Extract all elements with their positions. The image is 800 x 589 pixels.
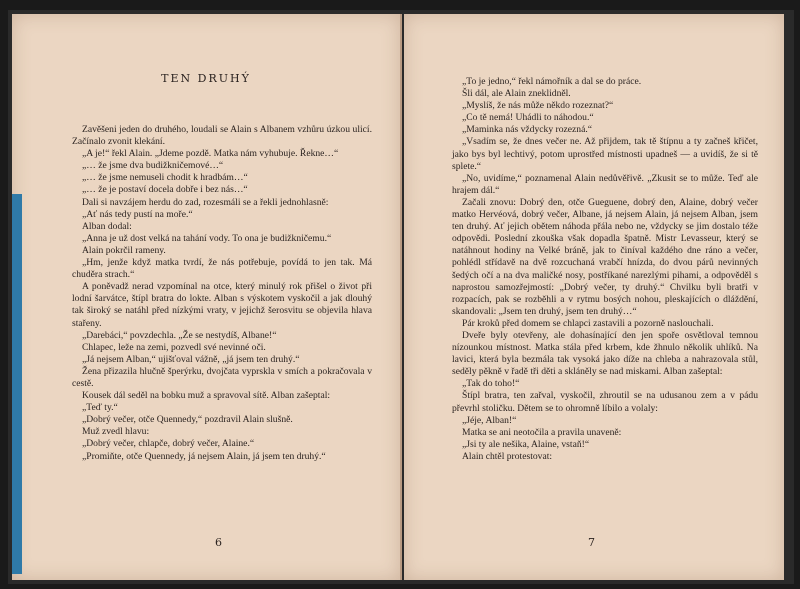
paragraph: „Maminka nás vždycky rozezná.“ <box>462 124 592 136</box>
paragraph: Chlapec, leže na zemi, pozvedl své nevinné oči. <box>82 341 266 353</box>
paragraph: Kousek dál seděl na bobku muž a spravoval sítě. Alban zašeptal: <box>82 390 331 402</box>
paragraph: A poněvadž nerad vzpomínal na otce, který minulý rok přišel o život při lodní šarvátce, štípl bratra do lokte. Alban s výskotem vyskočil a jak dlouhý tak široký se natáhl před nízkými vraty, v jejichž šerosvitu se objevila hlava stařeny. <box>72 281 372 329</box>
paragraph: Štípl bratra, ten zařval, vyskočil, zhroutil se na udusanou zem a v pádu převrhl stoličku. Dětem se to ohromně líbilo a volaly: <box>452 390 758 414</box>
paragraph: „Co tě nemá! Uhádli to náhodou.“ <box>462 112 594 124</box>
cover-edge <box>12 194 22 574</box>
paragraph: „Hm, jenže když matka tvrdí, že nás potřebuje, povídá to jen tak. Má chuděra strach.“ <box>72 257 372 281</box>
paragraph: „Vsadím se, že dnes večer ne. Až přijdem, tak tě štípnu a ty začneš křičet, jako bys byl lechtivý, potom uprostřed místnosti upadneš — a uvidíš, že si tě splete.“ <box>452 136 758 172</box>
paragraph: „Myslíš, že nás může někdo rozeznat?“ <box>462 100 614 112</box>
paragraph: Žena přizazila hlučně šperýrku, dvojčata vyprskla v smích a pokračovala v cestě. <box>72 365 372 389</box>
paragraph: Pár kroků před domem se chlapci zastavili a pozorně naslouchali. <box>462 317 714 329</box>
right-page-text <box>452 76 758 463</box>
paragraph: „Dobrý večer, otče Quennedy,“ pozdravil Alain slušně. <box>82 414 293 426</box>
paragraph: „Promiňte, otče Quennedy, já nejsem Alain, já jsem ten druhý.“ <box>82 450 326 462</box>
paragraph: „Jsi ty ale nešika, Alaine, vstaň!“ <box>462 438 590 450</box>
paragraph: Muž zvedl hlavu: <box>82 426 150 438</box>
book-spread <box>8 10 794 584</box>
right-page <box>404 14 784 580</box>
paragraph: Zavěšeni jeden do druhého, loudali se Alain s Albanem vzhůru úzkou ulicí. Začínalo zvonit klekání. <box>72 124 372 148</box>
page-number: 7 <box>588 536 595 549</box>
paragraph: Alban dodal: <box>82 220 132 232</box>
paragraph: „No, uvidíme,“ poznamenal Alain nedůvěřivě. „Zkusit se to může. Teď ale hrajem dál.“ <box>452 172 758 196</box>
left-page-text <box>72 124 372 463</box>
paragraph: „Anna je už dost velká na tahání vody. To ona je budižkničemu.“ <box>82 232 332 244</box>
paragraph: Matka se ani neotočila a pravila unaveně: <box>462 426 622 438</box>
paragraph: „Darebáci,“ povzdechla. „Že se nestydíš, Albane!“ <box>82 329 277 341</box>
paragraph: Začali znovu: Dobrý den, otče Gueguene, dobrý den, Alaine, dobrý večer matko Hervéová, dobrý večer, Albane, já nejsem Alain, já nejsem Alban, jsem ten druhý. Ať jejich obětem náhoda přála nebo ne, vždycky se jim dostalo téže odpovědi. Poslední zkouška však dopadla špatně. Mistr Levasseur, který se natáhnout hodiny na Velké bráně, jak to činíval každého dne ráno a večer, pohlédl střídavě na dvě rozcuchaná vrabčí hnízda, do dvou párů nevinných šedých očí a na dva maličké nosy, postříkané narezlými pihami, a odpověděl s naprostou samozřejmostí: „Dobrý večer, ty druhý.“ Chvilku byli bratři v rozpacích, pak se rozběhli a v rytmu bosých nohou, pleskajících o dláždění, skandovali: „Jsem ten druhý, jsem ten druhý…“ <box>452 196 758 317</box>
paragraph: „… že jsme dva budižkničemové…“ <box>82 160 224 172</box>
paragraph: „… že jsme nemuseli chodit k hradbám…“ <box>82 172 248 184</box>
left-page <box>12 14 402 580</box>
paragraph: „To je jedno,“ řekl námořník a dal se do práce. <box>462 76 642 87</box>
paragraph: „… že je postaví docela dobře i bez nás…“ <box>82 184 248 196</box>
paragraph: „Teď ty.“ <box>82 402 118 414</box>
paragraph: Dveře byly otevřeny, ale dohasínající den jen spoře osvětloval temnou nízounkou místnost. Matka stála před krbem, kde žhnulo několik uhlíků. Na lavici, která byla bezmála tak vysoká jako díže na chleba a nahrazovala stůl, seděly pěkně v řadě tři děti a skláněly se nad miskami. Alban zašeptal: <box>452 329 758 378</box>
paragraph: Alain chtěl protestovat: <box>462 450 553 462</box>
paragraph: Šli dál, ale Alain zneklidněl. <box>462 88 571 100</box>
paragraph: „Já nejsem Alban,“ ujišťoval vážně, „já jsem ten druhý.“ <box>82 353 300 365</box>
paragraph: „Jéje, Alban!“ <box>462 414 517 426</box>
paragraph: „Ať nás tedy pustí na moře.“ <box>82 208 193 220</box>
paragraph: Dali si navzájem herdu do zad, rozesmáli se a řekli jednohlasně: <box>82 196 329 208</box>
paragraph: „Tak do toho!“ <box>462 378 520 390</box>
paragraph: Alain pokrčil rameny. <box>82 244 166 256</box>
page-number: 6 <box>215 536 222 549</box>
paragraph: „A je!“ řekl Alain. „Jdeme pozdě. Matka nám vyhubuje. Řekne…“ <box>82 148 339 160</box>
running-head: TEN DRUHÝ <box>161 72 251 85</box>
paragraph: „Dobrý večer, chlapče, dobrý večer, Alaine.“ <box>82 438 255 450</box>
